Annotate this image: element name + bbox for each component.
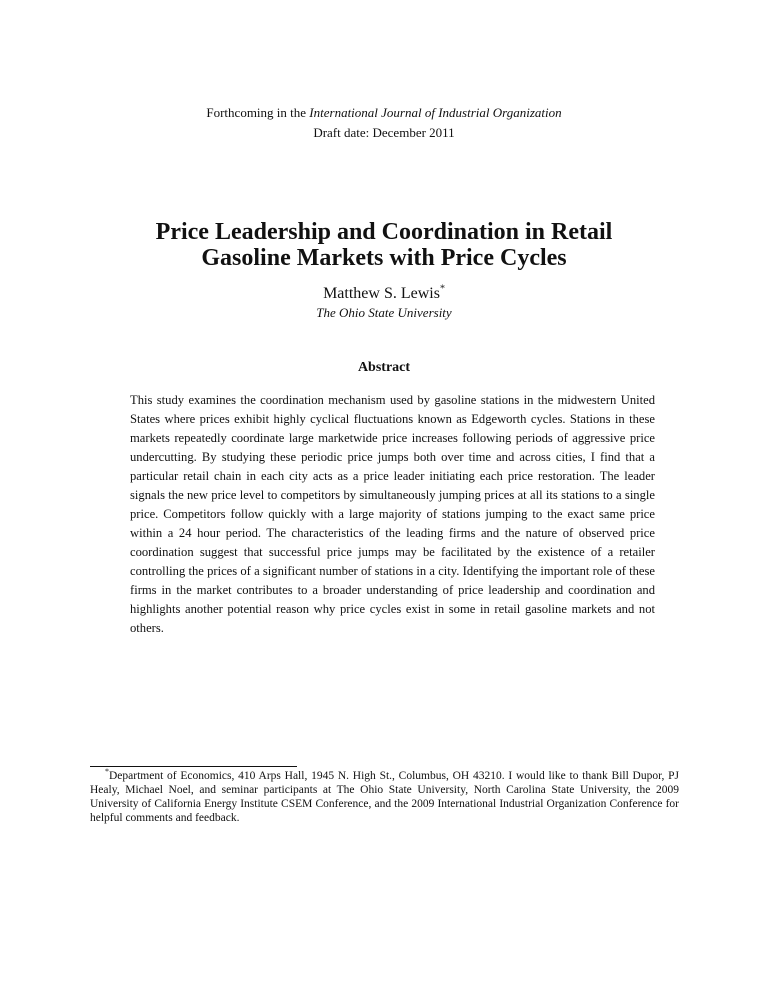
- paper-title-line2: Gasoline Markets with Price Cycles: [201, 245, 567, 271]
- forthcoming-line: [0, 103, 768, 123]
- paper-title: [0, 219, 768, 271]
- footnote-body: Department of Economics, 410 Arps Hall, 1945 N. High St., Columbus, OH 43210. I would like to thank Bill Dupor, PJ Healy, Michael Noel, and seminar participants at The Ohio State University, North Carolina State University, the 2009 University of California Energy Institute CSEM Conference, and the 2009 International Industrial Organization Conference for helpful comments and feedback.: [90, 770, 679, 824]
- footnote-rule: [90, 766, 297, 767]
- forthcoming-note: [0, 103, 768, 143]
- author-affiliation: The Ohio State University: [316, 305, 452, 320]
- author-name: [0, 285, 768, 303]
- footnote-marker: *: [105, 767, 109, 777]
- abstract-body: This study examines the coordination mechanism used by gasoline stations in the midwestern United States where prices exhibit highly cyclical fluctuations known as Edgeworth cycles. Stations in these markets repeatedly coordinate large marketwide price increases following periods of aggressive price undercutting. By studying these periodic price jumps both over time and across cities, I find that a particular retail chain in each city acts as a price leader initiating each price restoration. The leader signals the new price level to competitors by simultaneously jumping prices at all its stations to a single price. Competitors follow quickly with a large majority of stations jumping to the exact same price within a 24 hour period. The characteristics of the leading firms and the nature of observed price coordination suggest that successful price jumps may be facilitated by the existence of a retailer controlling the prices of a significant number of stations in a city. Identifying the important role of these firms in the market contributes to a broader understanding of price leadership and coordination and highlights another potential reason why price cycles exist in some in retail gasoline markets and not others.: [130, 393, 655, 635]
- journal-name: International Journal of Industrial Organization: [309, 105, 562, 120]
- author-name-text: Matthew S. Lewis: [323, 285, 440, 302]
- abstract-heading: Abstract: [357, 360, 411, 375]
- draft-date: Draft date: December 2011: [313, 125, 455, 140]
- paper-title-line1: Price Leadership and Coordination in Retail: [155, 219, 613, 245]
- author-footnote-marker: *: [439, 283, 445, 295]
- forthcoming-prefix: Forthcoming in the: [206, 105, 310, 120]
- footnote-text: [90, 769, 679, 825]
